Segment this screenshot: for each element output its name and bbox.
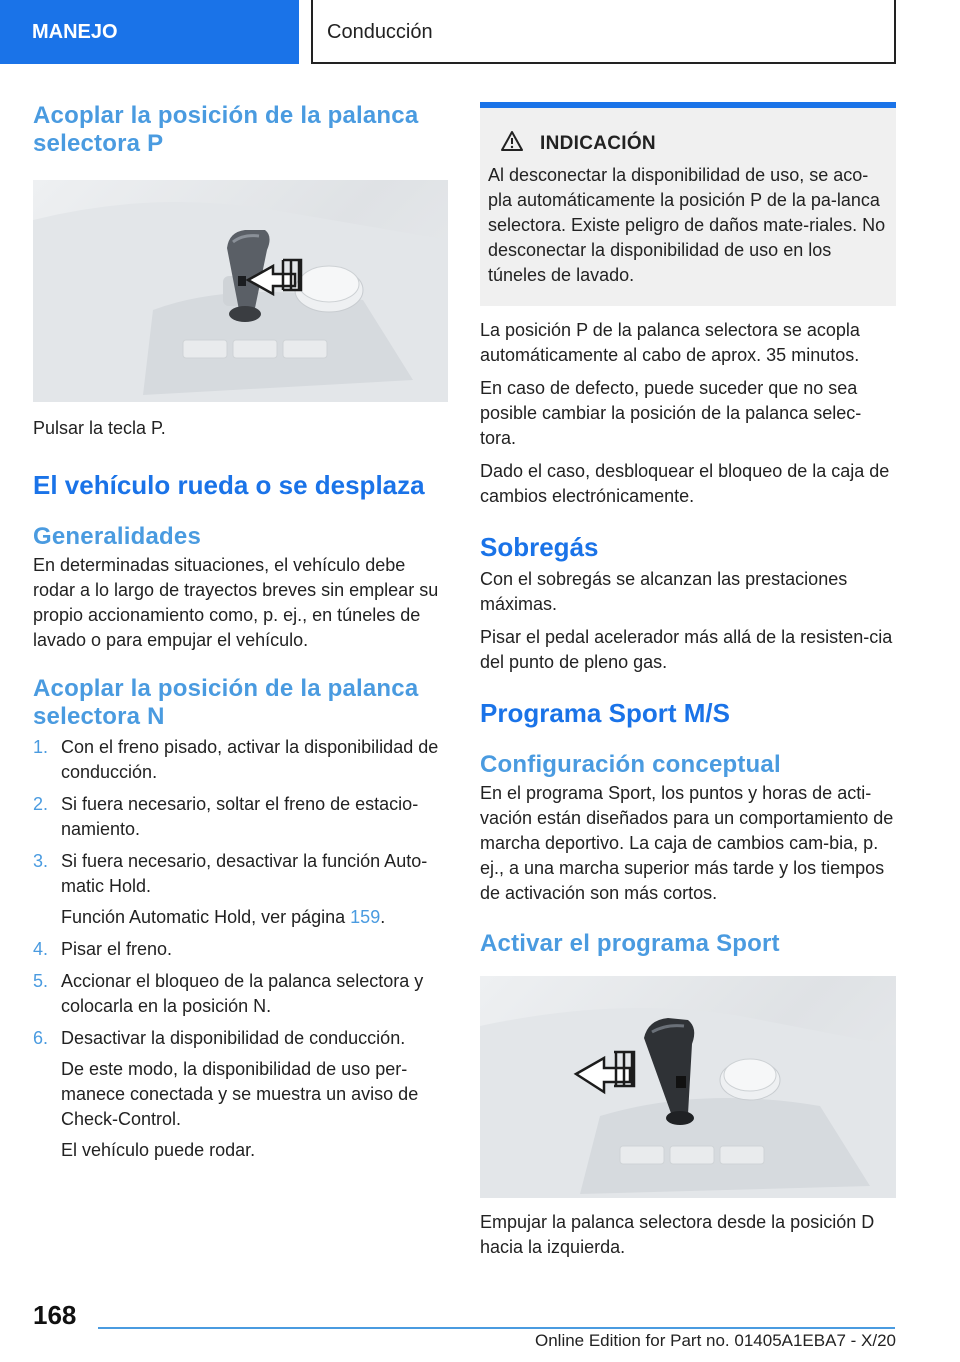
text-auto-park: La posición P de la palanca selectora se acopla automáticamente al cabo de aprox. 35 minutos.: [480, 320, 860, 365]
right-column: [480, 102, 896, 1260]
page-number: 168: [33, 1300, 77, 1330]
page-header: [0, 0, 960, 68]
list-item: [33, 937, 448, 962]
footer-rule: [98, 1327, 895, 1329]
step-note: De este modo, la disponibilidad de uso per‐manece conectada y se muestra un aviso de Check-Control.: [61, 1059, 419, 1129]
text-general: En determinadas situaciones, el vehículo debe rodar a lo largo de trayectos breves sin emplear su propio accionamiento como, p. ej., en túneles de lavado o para empujar el vehículo.: [33, 555, 439, 650]
text-defect: En caso de defecto, puede suceder que no sea posible cambiar la posición de la palanca selec‐tora.: [480, 378, 862, 448]
warning-triangle-icon: [500, 130, 524, 157]
reference-end: .: [380, 907, 386, 927]
section-tab: MANEJO: [0, 0, 299, 64]
gear-selector-d-illustration: [480, 976, 896, 1198]
text-unlock: Dado el caso, desbloquear el bloqueo de la caja de cambios electrónicamente.: [480, 461, 890, 506]
heading-kickdown: Sobregás: [480, 532, 599, 562]
step-text: Accionar el bloqueo de la palanca selectora y colocarla en la posición N.: [61, 971, 424, 1016]
chapter-tab: Conducción: [311, 0, 896, 64]
heading-sport-program: Programa Sport M/S: [480, 698, 730, 728]
notice-text: Al desconectar la disponibilidad de uso, se aco‐pla automáticamente la posición P de la pa‐lanca selectora. Existe peligro de daños mate‐riales. No desconectar la disponibilidad de uso en los túneles de lavado.: [488, 165, 886, 285]
left-column: [33, 96, 448, 1170]
list-item: [33, 1026, 448, 1163]
step-number: 5.: [33, 971, 49, 991]
list-item: [33, 735, 448, 785]
notice-box: [480, 102, 896, 306]
step-text: Desactivar la disponibilidad de conducción.: [61, 1028, 406, 1048]
list-item: [33, 969, 448, 1019]
steps-list: [33, 735, 448, 1163]
page-link[interactable]: 159: [350, 907, 381, 927]
step-note: El vehículo puede rodar.: [61, 1140, 256, 1160]
step-text: Si fuera necesario, desactivar la función Auto‐matic Hold.: [61, 851, 428, 896]
caption-sport: Empujar la palanca selectora desde la posición D hacia la izquierda.: [480, 1212, 875, 1257]
step-text: Pisar el freno.: [61, 939, 173, 959]
notice-title: INDICACIÓN: [540, 132, 656, 154]
edition-text: Online Edition for Part no. 01405A1EBA7 - X/20: [534, 1331, 896, 1350]
list-item: [33, 792, 448, 842]
gear-selector-p-illustration: [33, 180, 448, 402]
caption-park: Pulsar la tecla P.: [33, 418, 166, 438]
step-number: 4.: [33, 939, 49, 959]
gear-selector-illustration: [33, 180, 448, 402]
step-text: Con el freno pisado, activar la disponibilidad de conducción.: [61, 737, 439, 782]
heading-general: Generalidades: [33, 523, 202, 550]
gear-selector-illustration: [480, 976, 896, 1198]
heading-vehicle-rolling: El vehículo rueda o se desplaza: [33, 470, 425, 500]
heading-park-position: Acoplar la posición de la palanca selectora P: [33, 102, 419, 157]
step-number: 1.: [33, 737, 49, 757]
text-kickdown-2: Pisar el pedal acelerador más allá de la resisten‐cia del punto de pleno gas.: [480, 627, 893, 672]
step-number: 2.: [33, 794, 49, 814]
notice-header: [488, 130, 888, 157]
step-number: 3.: [33, 851, 49, 871]
step-reference: [61, 905, 448, 930]
heading-concept: Configuración conceptual: [480, 751, 781, 778]
reference-text: Función Automatic Hold, ver página: [61, 907, 351, 927]
text-kickdown-1: Con el sobregás se alcanzan las prestaciones máximas.: [480, 569, 848, 614]
heading-neutral-position: Acoplar la posición de la palanca selectora N: [33, 675, 419, 730]
list-item: [33, 849, 448, 930]
step-number: 6.: [33, 1028, 49, 1048]
step-text: Si fuera necesario, soltar el freno de estacio‐namiento.: [61, 794, 419, 839]
text-concept: En el programa Sport, los puntos y horas de acti‐vación están diseñados para un comportamiento de marcha deportivo. La caja de cambios cam‐bia, p. ej., a una marcha superior más tarde y los tiempos de activación son más cortos.: [480, 783, 894, 903]
heading-activate-sport: Activar el programa Sport: [480, 930, 780, 957]
page-footer: [0, 1290, 960, 1362]
